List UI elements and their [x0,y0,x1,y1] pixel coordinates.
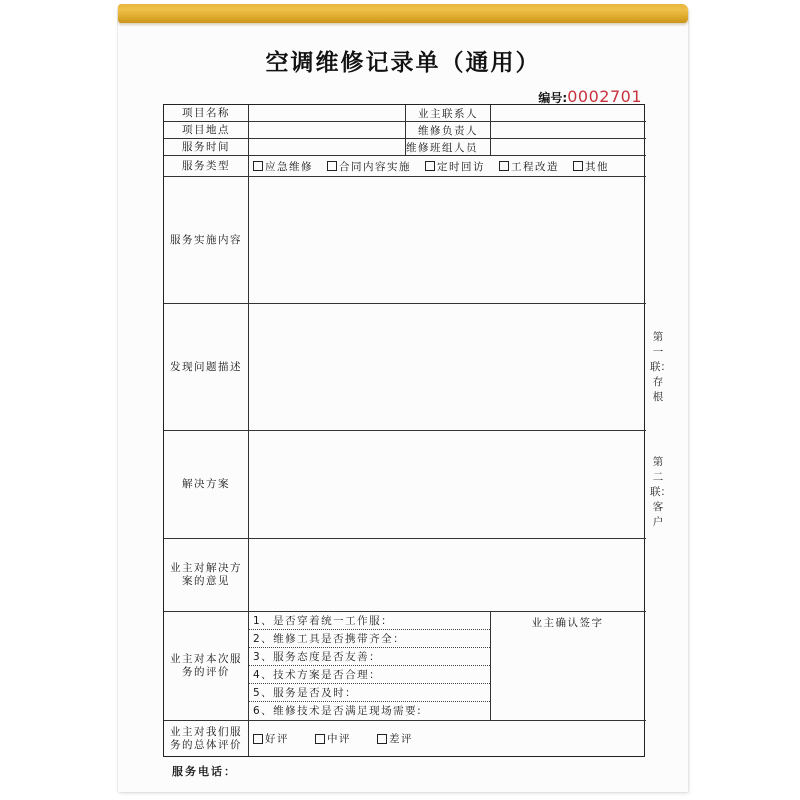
problem-description-field[interactable] [249,304,644,430]
checkbox-icon[interactable] [573,161,583,171]
evaluation-item-tools[interactable]: 2、维修工具是否携带齐全： [253,633,406,645]
owner-opinion-label: 业主对解决方案的意见 [170,562,242,587]
evaluation-item-uniform[interactable]: 1、是否穿着统一工作服： [253,615,394,627]
repair-record-table [163,104,645,757]
owner-signature-field[interactable] [491,631,644,719]
owner-contact-field[interactable] [491,105,644,121]
evaluation-item-solution[interactable]: 4、技术方案是否合理： [253,669,382,681]
repair-lead-label: 维修负责人 [418,124,478,137]
solution-label: 解决方案 [182,478,230,490]
project-name-label: 项目名称 [182,106,230,119]
service-content-label: 服务实施内容 [170,233,242,246]
evaluation-item-attitude[interactable]: 3、服务态度是否友善： [253,651,382,663]
copy-note-stub: 第一联：存根 [650,331,671,403]
overall-evaluation-label: 业主对我们服务的总体评价 [170,725,242,751]
project-location-field[interactable] [249,122,405,138]
evaluation-item-skill[interactable]: 6、维修技术是否满足现场需要: [253,705,423,717]
owner-signature-label: 业主确认签字 [531,617,604,629]
service-type-other[interactable]: 其他 [573,159,609,174]
checkbox-icon[interactable] [499,161,509,171]
serial-label: 编号: [538,91,568,105]
binding-strip [118,4,688,23]
checkbox-icon[interactable] [253,161,263,171]
evaluation-label: 业主对本次服务的评价 [170,653,242,678]
owner-opinion-field[interactable] [249,539,644,611]
overall-evaluation-options [249,721,644,756]
repair-team-label: 维修班组人员 [406,141,478,154]
overall-good[interactable]: 好评 [253,731,289,746]
service-type-contract[interactable]: 合同内容实施 [327,159,411,174]
overall-bad[interactable]: 差评 [377,731,413,746]
checkbox-icon[interactable] [253,734,263,744]
project-location-label: 项目地点 [182,123,230,136]
service-content-field[interactable] [249,177,644,303]
service-time-field[interactable] [249,139,405,155]
service-type-label: 服务类型 [182,159,230,172]
checkbox-icon[interactable] [327,161,337,171]
checkbox-icon[interactable] [425,161,435,171]
solution-field[interactable] [249,431,644,538]
owner-contact-label: 业主联系人 [418,107,478,120]
form-title: 空调维修记录单（通用） [265,49,541,76]
checkbox-icon[interactable] [377,734,387,744]
service-type-emergency[interactable]: 应急维修 [253,159,313,174]
service-type-renovation[interactable]: 工程改造 [499,159,559,174]
serial-value: 0002701 [567,87,642,106]
project-name-field[interactable] [249,105,405,121]
repair-team-field[interactable] [491,139,644,155]
problem-description-label: 发现问题描述 [170,360,242,373]
service-time-label: 服务时间 [182,140,230,153]
evaluation-item-timeliness[interactable]: 5、服务是否及时： [253,687,358,699]
repair-lead-field[interactable] [491,122,644,138]
service-type-revisit[interactable]: 定时回访 [425,159,485,174]
overall-neutral[interactable]: 中评 [315,731,351,746]
copy-note-customer: 第二联：客户 [650,456,671,528]
service-phone-label: 服务电话： [172,765,237,778]
service-type-options [249,156,644,176]
checkbox-icon[interactable] [315,734,325,744]
